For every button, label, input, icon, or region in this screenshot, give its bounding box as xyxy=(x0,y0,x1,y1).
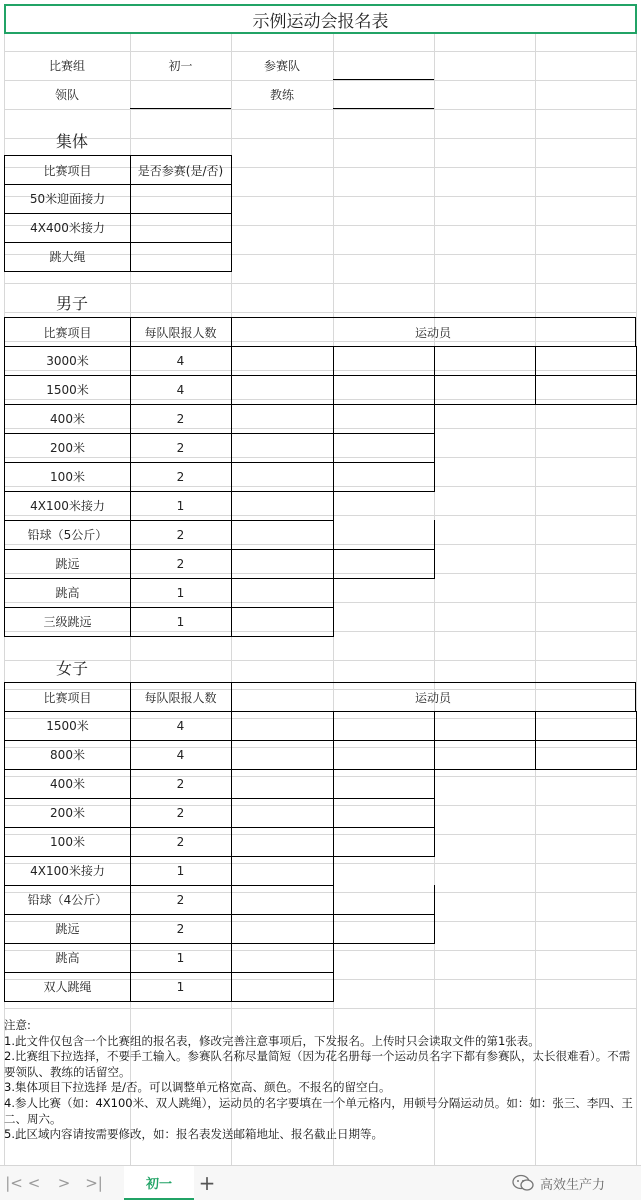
women-athlete-input[interactable] xyxy=(231,769,334,799)
coach-input[interactable] xyxy=(333,80,434,109)
women-athlete-input[interactable] xyxy=(333,827,435,857)
sheet-tab-bar xyxy=(0,1165,641,1200)
men-athlete-input[interactable] xyxy=(231,346,334,376)
women-event-cell: 跳远 xyxy=(4,914,131,944)
women-header-athletes: 运动员 xyxy=(231,682,636,712)
add-sheet-button[interactable]: + xyxy=(198,1171,216,1195)
men-athlete-input[interactable] xyxy=(535,346,637,376)
men-limit-cell: 2 xyxy=(130,462,232,492)
note-line-4: 4.参人比赛（如：4X100米、双人跳绳），运动员的名字要填在一个单元格内，用顿号分隔运动员。如：如：张三、李四、王二、周六。 xyxy=(4,1095,633,1126)
women-athlete-input[interactable] xyxy=(535,711,637,741)
sheet-title[interactable]: 示例运动会报名表 xyxy=(4,4,637,34)
men-event-cell: 100米 xyxy=(4,462,131,492)
men-event-cell: 三级跳远 xyxy=(4,607,131,637)
prev-sheet-button[interactable]: < xyxy=(27,1174,41,1192)
collective-event-cell: 50米迎面接力 xyxy=(4,184,131,214)
men-event-cell: 400米 xyxy=(4,404,131,434)
men-event-cell: 跳远 xyxy=(4,549,131,579)
women-athlete-input[interactable] xyxy=(333,711,435,741)
women-limit-cell: 2 xyxy=(130,827,232,857)
men-limit-cell: 1 xyxy=(130,491,232,521)
men-header-athletes: 运动员 xyxy=(231,317,636,347)
next-sheet-button[interactable]: > xyxy=(57,1174,71,1192)
women-event-cell: 800米 xyxy=(4,740,131,770)
group-select[interactable]: 初一 xyxy=(168,59,193,73)
note-line-5: 5.此区域内容请按需要修改，如：报名表发送邮箱地址、报名截止日期等。 xyxy=(4,1127,383,1142)
women-limit-cell: 2 xyxy=(130,769,232,799)
notes-heading: 注意: xyxy=(4,1018,31,1032)
men-athlete-input[interactable] xyxy=(231,404,334,434)
men-event-cell: 1500米 xyxy=(4,375,131,405)
last-sheet-button[interactable]: >| xyxy=(85,1174,103,1192)
watermark-text: 高效生产力 xyxy=(540,1177,606,1193)
men-athlete-input[interactable] xyxy=(333,549,435,579)
men-athlete-input[interactable] xyxy=(231,491,334,521)
women-event-cell: 1500米 xyxy=(4,711,131,741)
women-athlete-input[interactable] xyxy=(333,769,435,799)
men-limit-cell: 2 xyxy=(130,549,232,579)
men-athlete-input[interactable] xyxy=(231,607,334,637)
women-header-limit: 每队限报人数 xyxy=(130,682,232,712)
men-athlete-input[interactable] xyxy=(434,346,536,376)
women-athlete-input[interactable] xyxy=(333,740,435,770)
men-heading: 男子 xyxy=(56,294,89,313)
men-header-event: 比赛项目 xyxy=(4,317,131,347)
women-athlete-input[interactable] xyxy=(434,740,536,770)
men-athlete-input[interactable] xyxy=(231,520,334,550)
collective-event-cell: 跳大绳 xyxy=(4,242,131,272)
men-limit-cell: 4 xyxy=(130,375,232,405)
wechat-icon xyxy=(512,1174,534,1192)
women-athlete-input[interactable] xyxy=(231,972,334,1002)
collective-header-participate: 是否参赛(是/否) xyxy=(130,155,232,185)
women-limit-cell: 4 xyxy=(130,711,232,741)
men-event-cell: 200米 xyxy=(4,433,131,463)
women-athlete-input[interactable] xyxy=(231,885,334,915)
men-athlete-input[interactable] xyxy=(333,462,435,492)
women-limit-cell: 2 xyxy=(130,914,232,944)
leader-input[interactable] xyxy=(130,80,231,109)
men-event-cell: 铅球（5公斤） xyxy=(4,520,131,550)
women-athlete-input[interactable] xyxy=(231,740,334,770)
men-athlete-input[interactable] xyxy=(231,462,334,492)
women-header-event: 比赛项目 xyxy=(4,682,131,712)
collective-event-cell: 4X400米接力 xyxy=(4,213,131,243)
men-athlete-input[interactable] xyxy=(231,578,334,608)
leader-label: 领队 xyxy=(54,88,79,102)
men-limit-cell: 2 xyxy=(130,520,232,550)
men-limit-cell: 2 xyxy=(130,404,232,434)
women-event-cell: 400米 xyxy=(4,769,131,799)
men-athlete-input[interactable] xyxy=(333,520,435,550)
team-label: 参赛队 xyxy=(263,59,300,73)
men-limit-cell: 1 xyxy=(130,578,232,608)
women-athlete-input[interactable] xyxy=(535,740,637,770)
men-athlete-input[interactable] xyxy=(434,375,536,405)
women-event-cell: 100米 xyxy=(4,827,131,857)
men-athlete-input[interactable] xyxy=(231,549,334,579)
men-athlete-input[interactable] xyxy=(333,375,435,405)
men-limit-cell: 2 xyxy=(130,433,232,463)
women-limit-cell: 1 xyxy=(130,943,232,973)
group-label: 比赛组 xyxy=(48,59,85,73)
women-limit-cell: 1 xyxy=(130,856,232,886)
men-limit-cell: 4 xyxy=(130,346,232,376)
men-athlete-input[interactable] xyxy=(535,375,637,405)
men-event-cell: 4X100米接力 xyxy=(4,491,131,521)
women-heading: 女子 xyxy=(56,659,89,678)
women-limit-cell: 1 xyxy=(130,972,232,1002)
women-athlete-input[interactable] xyxy=(231,943,334,973)
women-athlete-input[interactable] xyxy=(333,798,435,828)
collective-header-event: 比赛项目 xyxy=(4,155,131,185)
collective-participate-select[interactable] xyxy=(130,242,232,272)
men-limit-cell: 1 xyxy=(130,607,232,637)
women-athlete-input[interactable] xyxy=(333,914,435,944)
men-athlete-input[interactable] xyxy=(231,433,334,463)
watermark xyxy=(512,1166,605,1200)
women-athlete-input[interactable] xyxy=(231,798,334,828)
women-event-cell: 200米 xyxy=(4,798,131,828)
team-input[interactable] xyxy=(333,51,434,80)
men-event-cell: 跳高 xyxy=(4,578,131,608)
collective-heading: 集体 xyxy=(56,132,89,151)
women-limit-cell: 2 xyxy=(130,885,232,915)
notes-block[interactable] xyxy=(4,1018,636,1143)
women-athlete-input[interactable] xyxy=(231,711,334,741)
women-athlete-input[interactable] xyxy=(231,827,334,857)
women-athlete-input[interactable] xyxy=(231,914,334,944)
men-header-limit: 每队限报人数 xyxy=(130,317,232,347)
women-event-cell: 双人跳绳 xyxy=(4,972,131,1002)
tab-sheet-chuyi[interactable]: 初一 xyxy=(124,1166,194,1200)
women-event-cell: 铅球（4公斤） xyxy=(4,885,131,915)
men-athlete-input[interactable] xyxy=(333,404,435,434)
note-line-2: 2.比赛组下拉选择，不要手工输入。参赛队名称尽量简短（因为花名册每一个运动员名字下都有参赛队，太长很难看）。不需要领队、教练的话留空。 xyxy=(4,1049,631,1079)
women-event-cell: 跳高 xyxy=(4,943,131,973)
women-limit-cell: 4 xyxy=(130,740,232,770)
men-athlete-input[interactable] xyxy=(333,433,435,463)
women-athlete-input[interactable] xyxy=(231,856,334,886)
men-athlete-input[interactable] xyxy=(231,375,334,405)
women-event-cell: 4X100米接力 xyxy=(4,856,131,886)
men-event-cell: 3000米 xyxy=(4,346,131,376)
men-athlete-input[interactable] xyxy=(333,346,435,376)
collective-participate-select[interactable] xyxy=(130,184,232,214)
collective-participate-select[interactable] xyxy=(130,213,232,243)
women-athlete-input[interactable] xyxy=(333,885,435,915)
note-line-3: 3.集体项目下拉选择 是/否。可以调整单元格宽高、颜色。不报名的留空白。 xyxy=(4,1080,391,1095)
first-sheet-button[interactable]: |< xyxy=(5,1174,23,1192)
women-athlete-input[interactable] xyxy=(434,711,536,741)
coach-label: 教练 xyxy=(269,88,294,102)
women-limit-cell: 2 xyxy=(130,798,232,828)
note-line-1: 1.此文件仅包含一个比赛组的报名表，修改完善注意事项后，下发报名。上传时只会读取文件的第1张表。 xyxy=(4,1033,540,1048)
